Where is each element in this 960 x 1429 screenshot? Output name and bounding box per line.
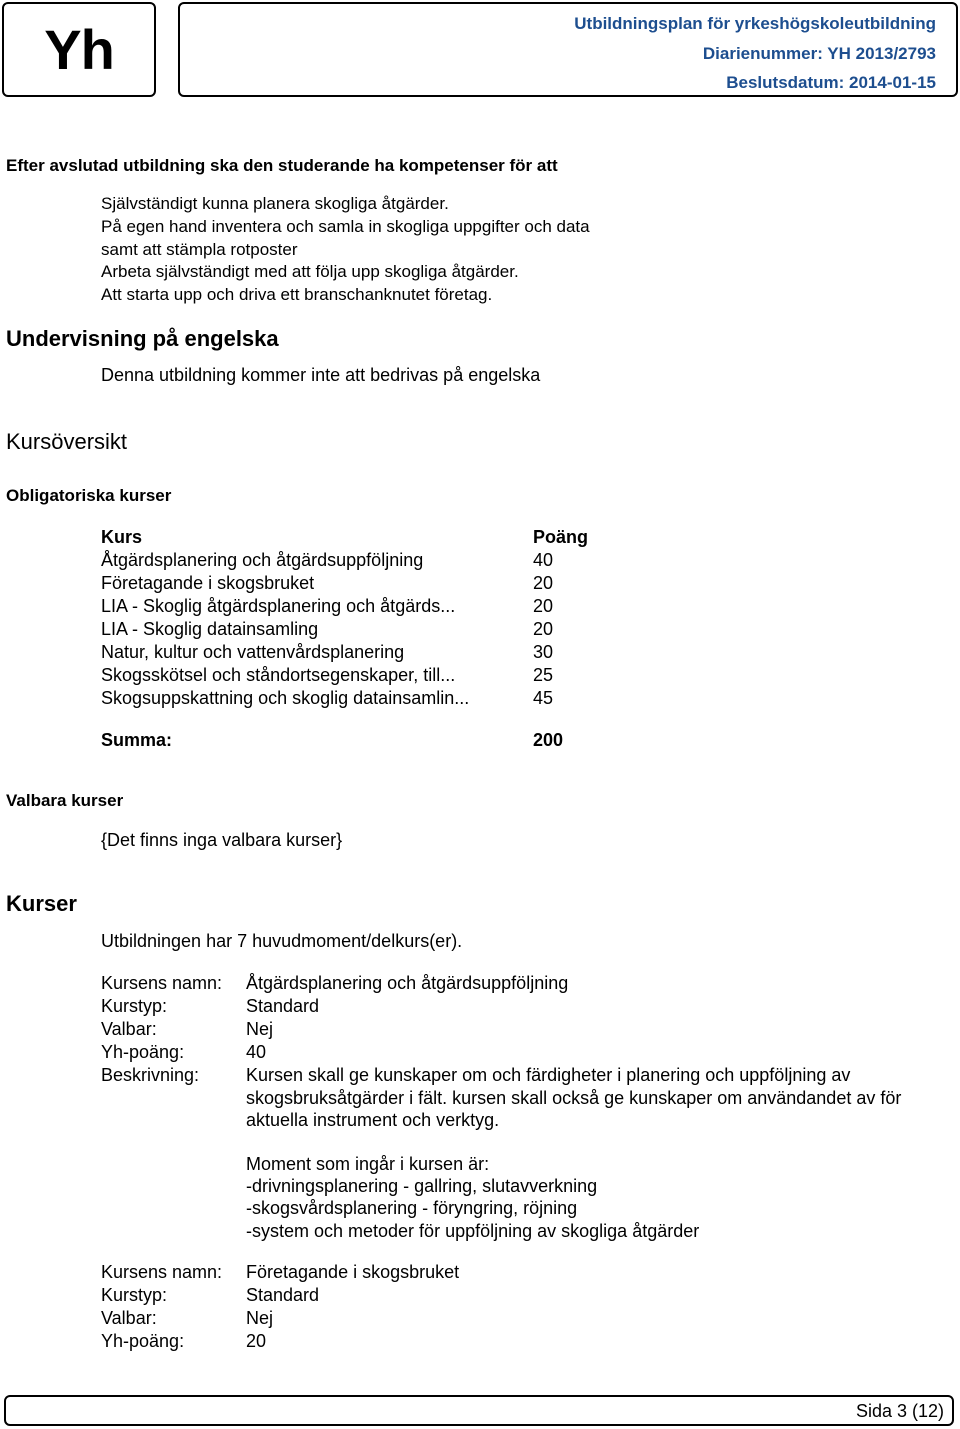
overview-heading: Kursöversikt [6, 429, 128, 454]
table-row-points: 45 [533, 688, 554, 708]
course-type-value: Standard [246, 996, 320, 1016]
course-points-value: 20 [246, 1331, 267, 1351]
course-optional-value: Nej [246, 1019, 274, 1039]
course-points-label: Yh-poäng: [101, 1042, 185, 1062]
mandatory-heading: Obligatoriska kurser [6, 486, 172, 505]
document-title: Utbildningsplan för yrkeshögskoleutbildning [574, 14, 936, 33]
table-row-course: LIA - Skoglig datainsamling [101, 619, 319, 639]
competence-line: samt att stämpla rotposter [101, 240, 298, 259]
course-moment-line: -system och metoder för uppföljning av skogliga åtgärder [246, 1221, 700, 1241]
table-row-course: Skogsskötsel och ståndortsegenskaper, till... [101, 665, 456, 685]
course-moment-line: Moment som ingår i kursen är: [246, 1154, 490, 1174]
course-type-label: Kurstyp: [101, 996, 168, 1016]
competence-line: Självständigt kunna planera skogliga åtgärder. [101, 194, 449, 213]
course-description-line: Kursen skall ge kunskaper om och färdigheter i planering och uppföljning av [246, 1065, 851, 1085]
page-footer [4, 1395, 954, 1426]
course-description-line: aktuella instrument och verktyg. [246, 1110, 500, 1130]
competence-line: Att starta upp och driva ett branschanknutet företag. [101, 285, 493, 304]
course-moment-line: -skogsvårdsplanering - föryngring, röjning [246, 1198, 578, 1218]
courses-intro: Utbildningen har 7 huvudmoment/delkurs(er). [101, 931, 463, 951]
sum-label: Summa: [101, 730, 173, 750]
table-row-points: 20 [533, 573, 554, 593]
course-optional-value: Nej [246, 1308, 274, 1328]
beslutsdatum: Beslutsdatum: 2014-01-15 [726, 73, 936, 92]
table-row-points: 20 [533, 596, 554, 616]
page-number: Sida 3 (12) [855, 1401, 944, 1421]
competence-line: På egen hand inventera och samla in skogliga uppgifter och data [101, 217, 590, 236]
col-course-header: Kurs [101, 527, 143, 547]
table-row-points: 30 [533, 642, 554, 662]
course-description-label: Beskrivning: [101, 1065, 200, 1085]
sum-value: 200 [533, 730, 564, 750]
table-row-course: Skogsuppskattning och skoglig datainsamlin... [101, 688, 470, 708]
competence-line: Arbeta självständigt med att följa upp skogliga åtgärder. [101, 262, 519, 281]
course-moment-line: -drivningsplanering - gallring, slutavverkning [246, 1176, 598, 1196]
col-points-header: Poäng [533, 527, 589, 547]
course-type-label: Kurstyp: [101, 1285, 168, 1305]
logo-text: Yh [44, 18, 114, 81]
diarienummer: Diarienummer: YH 2013/2793 [702, 44, 936, 63]
english-heading: Undervisning på engelska [6, 326, 279, 351]
table-row-points: 40 [533, 550, 554, 570]
competence-heading: Efter avslutad utbildning ska den studerande ha kompetenser för att [6, 156, 558, 175]
table-row-course: Natur, kultur och vattenvårdsplanering [101, 642, 405, 662]
table-row-course: Åtgärdsplanering och åtgärdsuppföljning [101, 550, 424, 570]
course-name-value: Företagande i skogsbruket [246, 1262, 460, 1282]
optional-heading: Valbara kurser [6, 791, 124, 810]
table-row-course: LIA - Skoglig åtgärdsplanering och åtgärds... [101, 596, 456, 616]
course-optional-label: Valbar: [101, 1019, 157, 1039]
document-header [178, 2, 958, 97]
english-text: Denna utbildning kommer inte att bedrivas på engelska [101, 365, 541, 385]
course-optional-label: Valbar: [101, 1308, 157, 1328]
course-name-label: Kursens namn: [101, 1262, 223, 1282]
course-name-label: Kursens namn: [101, 973, 223, 993]
course-points-value: 40 [246, 1042, 267, 1062]
course-description-line: skogsbruksåtgärder i fält. kursen skall också ge kunskaper om användandet av för [246, 1088, 902, 1108]
optional-text: {Det finns inga valbara kurser} [101, 830, 343, 850]
table-row-points: 20 [533, 619, 554, 639]
courses-heading: Kurser [6, 891, 77, 916]
course-type-value: Standard [246, 1285, 320, 1305]
table-row-points: 25 [533, 665, 554, 685]
yh-logo [2, 2, 156, 97]
table-row-course: Företagande i skogsbruket [101, 573, 315, 593]
course-points-label: Yh-poäng: [101, 1331, 185, 1351]
course-name-value: Åtgärdsplanering och åtgärdsuppföljning [246, 973, 569, 993]
